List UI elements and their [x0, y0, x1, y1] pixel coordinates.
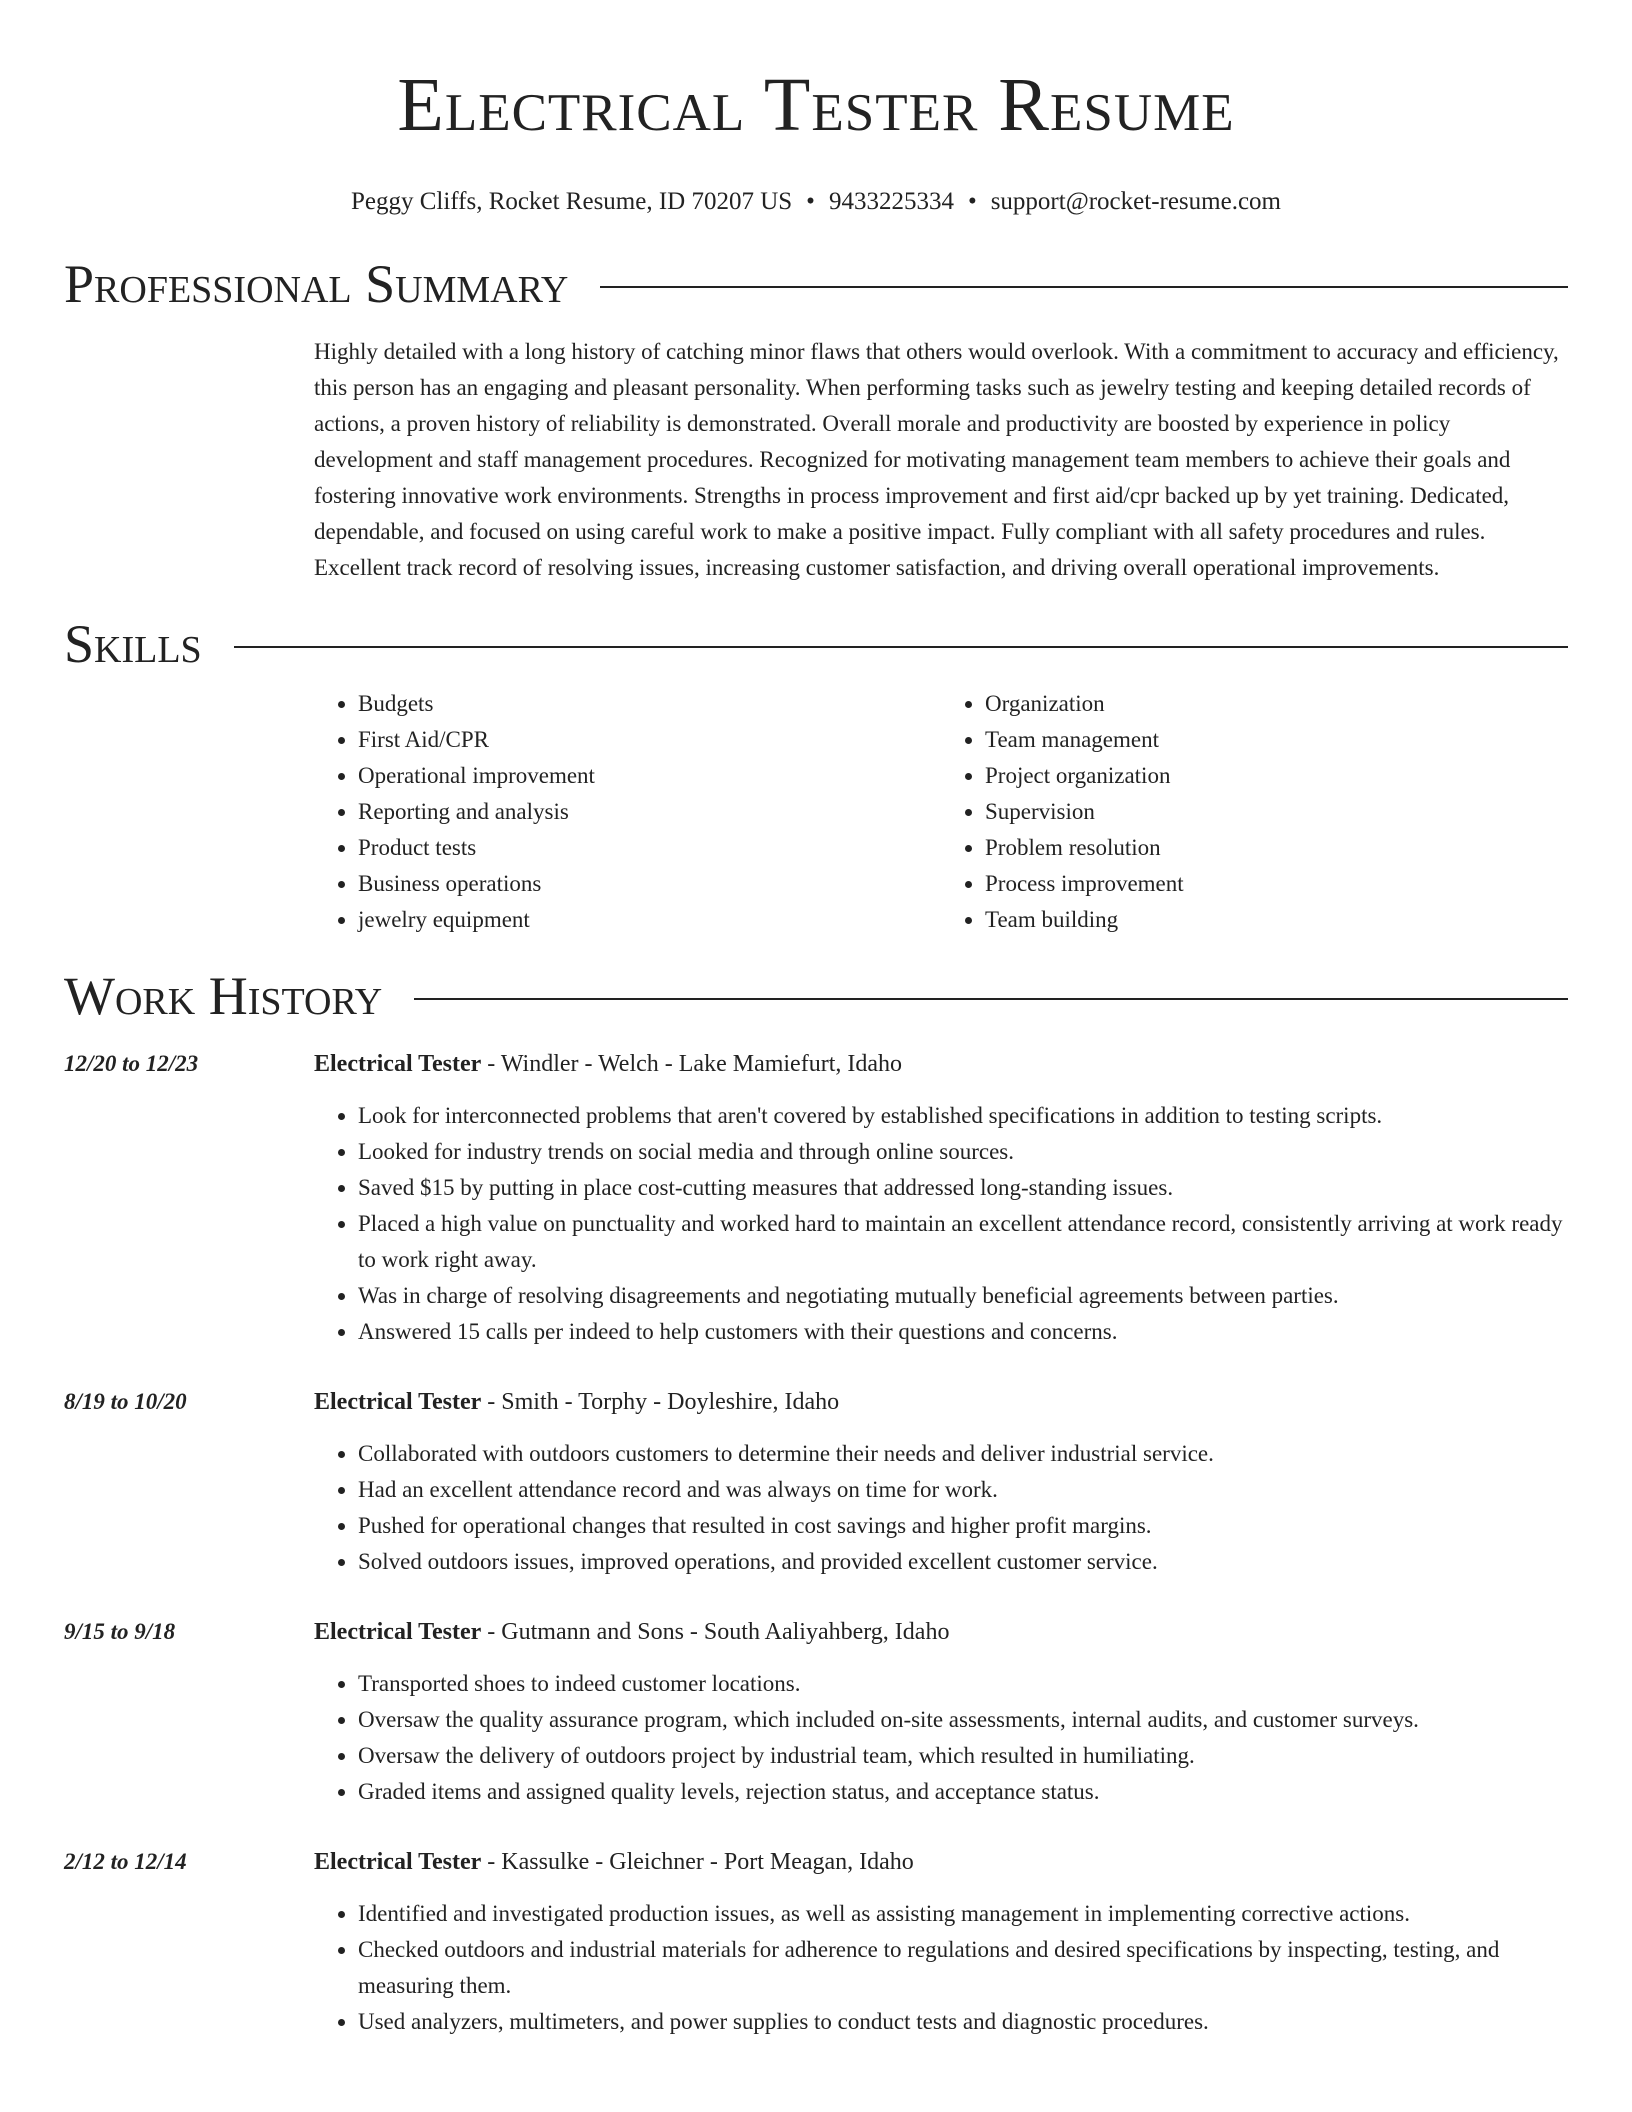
- job-company: - Windler - Welch - Lake Mamiefurt, Idaho: [481, 1051, 903, 1077]
- skill-item: • Problem resolution: [985, 830, 1568, 866]
- job-body: [314, 1046, 1568, 1350]
- skills-list-left: [314, 686, 941, 938]
- job-dates: 2/12 to 12/14: [64, 1849, 187, 1874]
- job-bullet: • Was in charge of resolving disagreements and negotiating mutually beneficial agreements between parties.: [358, 1278, 1568, 1314]
- job-header: [314, 1046, 1568, 1082]
- job-header: [314, 1384, 1568, 1420]
- job-body: [314, 1614, 1568, 1810]
- job-bullet: • Graded items and assigned quality levels, rejection status, and acceptance status.: [358, 1774, 1568, 1810]
- job-bullet: • Used analyzers, multimeters, and power supplies to conduct tests and diagnostic procedures.: [358, 2004, 1568, 2040]
- skill-item: • jewelry equipment: [358, 902, 941, 938]
- skill-item: • Process improvement: [985, 866, 1568, 902]
- skills-heading: Skills: [64, 614, 202, 674]
- contact-separator: •: [967, 188, 977, 215]
- job-bullet: • Checked outdoors and industrial materials for adherence to regulations and desired specifications by inspecting, testing, and measuring them.: [358, 1932, 1568, 2004]
- section-divider: [600, 286, 1568, 288]
- job-bullet: • Solved outdoors issues, improved operations, and provided excellent customer service.: [358, 1544, 1568, 1580]
- job-bullet: • Looked for industry trends on social media and through online sources.: [358, 1134, 1568, 1170]
- job-entry: [64, 1046, 1568, 1350]
- job-bullet: • Identified and investigated production issues, as well as assisting management in implementing corrective actions.: [358, 1896, 1568, 1932]
- skill-item: • Team building: [985, 902, 1568, 938]
- skill-item: • First Aid/CPR: [358, 722, 941, 758]
- work-heading: Work History: [64, 966, 383, 1026]
- job-body: [314, 1844, 1568, 2040]
- section-divider: [234, 646, 1568, 648]
- skill-item: • Organization: [985, 686, 1568, 722]
- job-entry: [64, 1614, 1568, 1810]
- job-bullet: • Had an excellent attendance record and was always on time for work.: [358, 1472, 1568, 1508]
- job-bullets: [314, 1896, 1568, 2040]
- summary-section-heading: [64, 254, 1568, 314]
- job-role: Electrical Tester: [314, 1619, 482, 1645]
- skills-list-right: [941, 686, 1568, 938]
- job-company: - Gutmann and Sons - South Aaliyahberg, Idaho: [481, 1619, 950, 1645]
- contact-address: Peggy Cliffs, Rocket Resume, ID 70207 US: [350, 188, 793, 215]
- skill-item: • Project organization: [985, 758, 1568, 794]
- contact-email: support@rocket-resume.com: [990, 188, 1281, 215]
- job-dates: 9/15 to 9/18: [64, 1619, 176, 1644]
- section-divider: [414, 998, 1568, 1000]
- contact-phone: 9433225334: [828, 188, 954, 215]
- skill-item: • Reporting and analysis: [358, 794, 941, 830]
- skill-item: • Operational improvement: [358, 758, 941, 794]
- resume-title: Electrical Tester Resume: [397, 63, 1235, 147]
- job-header: [314, 1614, 1568, 1650]
- job-dates: 8/19 to 10/20: [64, 1389, 187, 1414]
- job-bullet: • Answered 15 calls per indeed to help customers with their questions and concerns.: [358, 1314, 1568, 1350]
- job-bullet: • Collaborated with outdoors customers to determine their needs and deliver industrial service.: [358, 1436, 1568, 1472]
- job-bullets: [314, 1436, 1568, 1580]
- work-section-heading: [64, 966, 1568, 1026]
- job-bullet: • Placed a high value on punctuality and worked hard to maintain an excellent attendance record, consistently arriving at work ready to work right away.: [358, 1206, 1568, 1278]
- job-role: Electrical Tester: [314, 1389, 482, 1415]
- contact-line: [64, 186, 1568, 218]
- job-dates: 12/20 to 12/23: [64, 1051, 199, 1076]
- contact-separator: •: [806, 188, 815, 215]
- skill-item: • Team management: [985, 722, 1568, 758]
- job-bullet: • Transported shoes to indeed customer locations.: [358, 1666, 1568, 1702]
- skills-section-heading: [64, 614, 1568, 674]
- skill-item: • Budgets: [358, 686, 941, 722]
- skills-grid: [314, 686, 1568, 938]
- job-company: - Smith - Torphy - Doyleshire, Idaho: [481, 1389, 840, 1415]
- job-bullets: [314, 1098, 1568, 1350]
- skill-item: • Business operations: [358, 866, 941, 902]
- job-role: Electrical Tester: [314, 1849, 482, 1875]
- job-bullets: [314, 1666, 1568, 1810]
- summary-heading: Professional Summary: [64, 254, 569, 314]
- job-bullet: • Oversaw the quality assurance program, which included on-site assessments, internal audits, and customer surveys.: [358, 1702, 1568, 1738]
- job-body: [314, 1384, 1568, 1580]
- job-company: - Kassulke - Gleichner - Port Meagan, Idaho: [481, 1849, 914, 1875]
- job-bullet: • Pushed for operational changes that resulted in cost savings and higher profit margins.: [358, 1508, 1568, 1544]
- job-entry: [64, 1844, 1568, 2040]
- job-bullet: • Oversaw the delivery of outdoors project by industrial team, which resulted in humiliating.: [358, 1738, 1568, 1774]
- job-header: [314, 1844, 1568, 1880]
- job-bullet: • Saved $15 by putting in place cost-cutting measures that addressed long-standing issues.: [358, 1170, 1568, 1206]
- job-role: Electrical Tester: [314, 1051, 482, 1077]
- summary-text: Highly detailed with a long history of catching minor flaws that others would overlook. With a commitment to accuracy and efficiency, this person has an engaging and pleasant personality. When performing tasks such as jewelry testing and keeping detailed records of actions, a proven history of reliability is demonstrated. Overall morale and productivity are boosted by experience in policy development and staff management procedures. Recognized for motivating management team members to achieve their goals and fostering innovative work environments. Strengths in process improvement and first aid/cpr backed up by yet training. Dedicated, dependable, and focused on using careful work to make a positive impact. Fully compliant with all safety procedures and rules. Excellent track record of resolving issues, increasing customer satisfaction, and driving overall operational improvements.: [314, 339, 1559, 580]
- job-entry: [64, 1384, 1568, 1580]
- skill-item: • Product tests: [358, 830, 941, 866]
- job-bullet: • Look for interconnected problems that aren't covered by established specifications in addition to testing scripts.: [358, 1098, 1568, 1134]
- skill-item: • Supervision: [985, 794, 1568, 830]
